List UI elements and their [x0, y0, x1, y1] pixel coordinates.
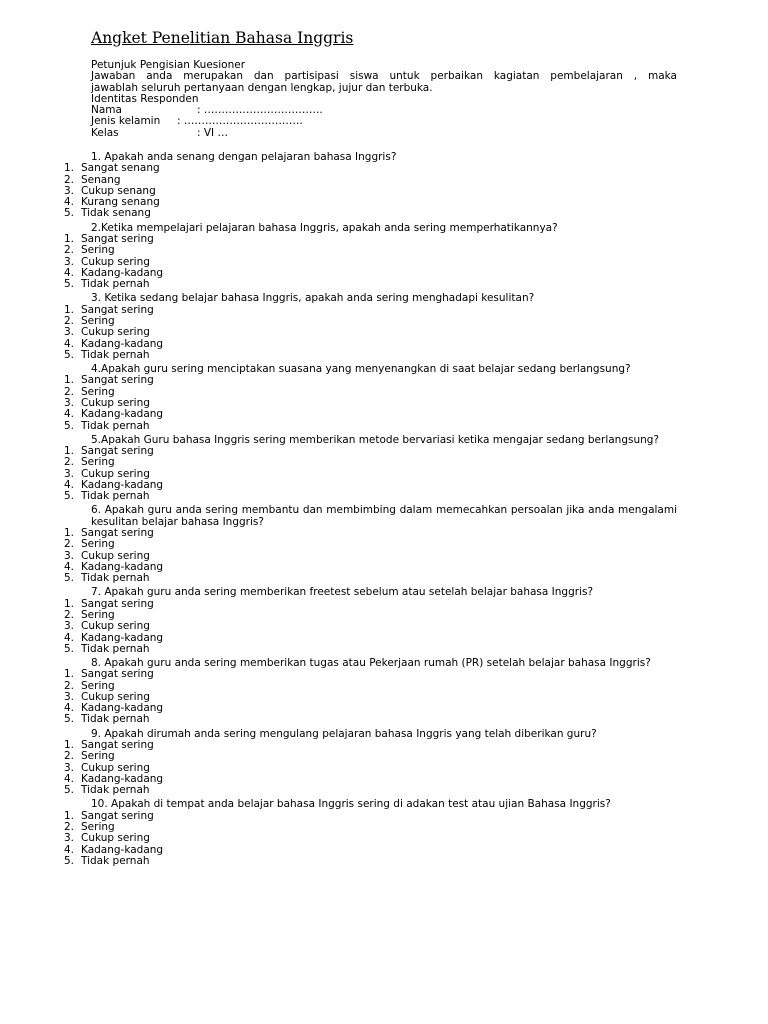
question-3	[0, 293, 768, 361]
option-number: 5.	[63, 642, 74, 655]
answer-option	[0, 644, 768, 655]
option-label: Sering	[81, 314, 115, 327]
option-number: 2.	[63, 385, 74, 398]
option-label: Sangat sering	[81, 374, 154, 387]
option-number: 1.	[63, 597, 74, 610]
option-number: 2.	[63, 750, 74, 763]
field-class	[91, 128, 677, 139]
answer-option	[0, 833, 768, 844]
option-number: 3.	[63, 832, 74, 845]
question-text: 6. Apakah guru anda sering membantu dan membimbing dalam memecahkan persoalan jika anda mengalami kesulitan belajar bahasa Inggris?	[91, 504, 677, 528]
option-number: 4.	[63, 408, 74, 421]
option-number: 2.	[63, 538, 74, 551]
option-label: Sangat sering	[81, 597, 154, 610]
field-gender-value: : …………………………….	[177, 115, 303, 128]
option-number: 5.	[63, 278, 74, 291]
option-number: 1.	[63, 738, 74, 751]
question-4	[0, 364, 768, 432]
option-number: 2.	[63, 314, 74, 327]
option-label: Cukup senang	[81, 184, 156, 197]
option-label: Sangat sering	[81, 444, 154, 457]
option-number: 3.	[63, 690, 74, 703]
question-9	[0, 729, 768, 797]
field-name-label: Nama	[91, 104, 122, 117]
option-label: Kadang-kadang	[81, 631, 164, 644]
option-label: Cukup sering	[81, 255, 150, 268]
question-text: 8. Apakah guru anda sering memberikan tugas atau Pekerjaan rumah (PR) setelah belajar bahasa Inggris?	[91, 657, 651, 669]
option-label: Tidak pernah	[81, 348, 150, 361]
option-number: 3.	[63, 326, 74, 339]
answer-option	[0, 491, 768, 502]
option-label: Tidak senang	[81, 207, 151, 220]
option-number: 4.	[63, 266, 74, 279]
option-number: 1.	[63, 444, 74, 457]
answer-option	[0, 785, 768, 796]
option-label: Sering	[81, 820, 115, 833]
option-number: 4.	[63, 196, 74, 209]
option-label: Kadang-kadang	[81, 843, 164, 856]
option-number: 5.	[63, 572, 74, 585]
option-number: 3.	[63, 549, 74, 562]
field-gender-label: Jenis kelamin	[91, 115, 161, 128]
option-number: 5.	[63, 713, 74, 726]
option-label: Kadang-kadang	[81, 702, 164, 715]
option-number: 2.	[63, 173, 74, 186]
option-label: Cukup sering	[81, 396, 150, 409]
option-label: Cukup sering	[81, 549, 150, 562]
answer-option	[0, 714, 768, 725]
answer-option	[0, 327, 768, 338]
answer-option	[0, 208, 768, 219]
option-label: Sangat sering	[81, 232, 154, 245]
option-number: 2.	[63, 244, 74, 257]
answer-option	[0, 305, 768, 316]
option-label: Kadang-kadang	[81, 478, 164, 491]
answer-option	[0, 528, 768, 539]
option-label: Cukup sering	[81, 761, 150, 774]
answer-option	[0, 350, 768, 361]
option-label: Tidak pernah	[81, 572, 150, 585]
option-number: 2.	[63, 679, 74, 692]
option-number: 3.	[63, 620, 74, 633]
option-label: Senang	[81, 173, 121, 186]
option-number: 4.	[63, 337, 74, 350]
field-class-label: Kelas	[91, 126, 119, 139]
option-number: 5.	[63, 854, 74, 867]
option-label: Sangat sering	[81, 738, 154, 751]
question-1	[0, 152, 768, 220]
option-label: Tidak pernah	[81, 854, 150, 867]
answer-option	[0, 421, 768, 432]
answer-option	[0, 856, 768, 867]
option-label: Sangat sering	[81, 526, 154, 539]
option-number: 1.	[63, 162, 74, 175]
option-label: Sering	[81, 538, 115, 551]
question-text: 5.Apakah Guru bahasa Inggris sering memberikan metode bervariasi ketika mengajar sedang berlangsung?	[91, 433, 660, 446]
option-number: 1.	[63, 303, 74, 316]
answer-option	[0, 457, 768, 468]
option-number: 1.	[63, 668, 74, 681]
option-number: 3.	[63, 761, 74, 774]
instructions-section	[91, 60, 677, 139]
answer-option	[0, 751, 768, 762]
option-number: 5.	[63, 207, 74, 220]
question-text: 2.Ketika mempelajari pelajaran bahasa Inggris, apakah anda sering memperhatikannya?	[91, 221, 558, 234]
option-label: Tidak pernah	[81, 642, 150, 655]
option-label: Kadang-kadang	[81, 266, 164, 279]
option-label: Cukup sering	[81, 832, 150, 845]
option-label: Sangat sering	[81, 668, 154, 681]
option-number: 4.	[63, 560, 74, 573]
answer-option	[0, 234, 768, 245]
instructions-line-1: Jawaban anda merupakan dan partisipasi siswa untuk perbaikan kagiatan pembelajaran , maka	[91, 70, 677, 83]
question-text: 4.Apakah guru sering menciptakan suasana yang menyenangkan di saat belajar sedang berlangsung?	[91, 363, 631, 376]
option-number: 4.	[63, 631, 74, 644]
option-number: 5.	[63, 490, 74, 503]
option-number: 3.	[63, 396, 74, 409]
option-label: Cukup sering	[81, 467, 150, 480]
questions-list	[0, 152, 768, 870]
question-5	[0, 435, 768, 503]
option-number: 2.	[63, 608, 74, 621]
option-number: 5.	[63, 348, 74, 361]
option-number: 5.	[63, 419, 74, 432]
option-number: 1.	[63, 232, 74, 245]
option-label: Tidak pernah	[81, 278, 150, 291]
answer-option	[0, 539, 768, 550]
document-title: Angket Penelitian Bahasa Inggris	[91, 29, 354, 47]
field-name-value: : …………………………….	[197, 104, 323, 117]
option-label: Sering	[81, 385, 115, 398]
answer-option	[0, 811, 768, 822]
question-10	[0, 799, 768, 867]
question-2	[0, 223, 768, 291]
answer-option	[0, 375, 768, 386]
option-label: Kadang-kadang	[81, 408, 164, 421]
option-number: 4.	[63, 702, 74, 715]
answer-option	[0, 669, 768, 680]
option-label: Cukup sering	[81, 690, 150, 703]
question-text: 1. Apakah anda senang dengan pelajaran bahasa Inggris?	[91, 151, 397, 163]
field-class-value: : VI …	[197, 126, 228, 139]
answer-option	[0, 599, 768, 610]
question-6	[0, 505, 768, 584]
option-number: 1.	[63, 809, 74, 822]
option-number: 1.	[63, 526, 74, 539]
option-label: Tidak pernah	[81, 490, 150, 503]
option-number: 3.	[63, 255, 74, 268]
option-label: Kadang-kadang	[81, 337, 164, 350]
option-label: Sangat senang	[81, 162, 160, 175]
option-number: 4.	[63, 478, 74, 491]
option-label: Sering	[81, 679, 115, 692]
option-label: Kadang-kadang	[81, 560, 164, 573]
question-text: 9. Apakah dirumah anda sering mengulang pelajaran bahasa Inggris yang telah diberikan guru?	[91, 727, 597, 740]
option-number: 1.	[63, 374, 74, 387]
option-label: Sangat sering	[81, 303, 154, 316]
option-label: Sangat sering	[81, 809, 154, 822]
question-8	[0, 658, 768, 726]
answer-option	[0, 279, 768, 290]
answer-option	[0, 573, 768, 584]
question-text: 3. Ketika sedang belajar bahasa Inggris, apakah anda sering menghadapi kesulitan?	[91, 292, 535, 305]
option-label: Sering	[81, 456, 115, 469]
option-label: Sering	[81, 244, 115, 257]
instructions-heading: Petunjuk Pengisian Kuesioner	[91, 59, 246, 71]
answer-option	[0, 740, 768, 751]
option-label: Kadang-kadang	[81, 772, 164, 785]
field-gender	[91, 116, 677, 127]
option-label: Tidak pernah	[81, 713, 150, 726]
option-label: Sering	[81, 608, 115, 621]
question-7	[0, 587, 768, 655]
answer-option	[0, 621, 768, 632]
option-label: Tidak pernah	[81, 419, 150, 432]
option-label: Cukup sering	[81, 620, 150, 633]
instructions-line-2: jawablah seluruh pertanyaan dengan lengkap, jujur dan terbuka.	[91, 81, 433, 94]
answer-option	[0, 245, 768, 256]
option-number: 2.	[63, 456, 74, 469]
question-text: 10. Apakah di tempat anda belajar bahasa Inggris sering di adakan test atau ujian Bahasa Inggris?	[91, 798, 611, 811]
respondent-identity-heading: Identitas Responden	[91, 92, 199, 105]
option-label: Cukup sering	[81, 326, 150, 339]
option-label: Sering	[81, 750, 115, 763]
option-number: 4.	[63, 843, 74, 856]
answer-option	[0, 409, 768, 420]
question-text: 7. Apakah guru anda sering memberikan freetest sebelum atau setelah belajar bahasa Inggris?	[91, 586, 594, 599]
option-label: Kurang senang	[81, 196, 160, 209]
answer-option	[0, 163, 768, 174]
answer-option	[0, 446, 768, 457]
option-number: 3.	[63, 184, 74, 197]
option-number: 5.	[63, 784, 74, 797]
option-label: Tidak pernah	[81, 784, 150, 797]
option-number: 2.	[63, 820, 74, 833]
option-number: 4.	[63, 772, 74, 785]
option-number: 3.	[63, 467, 74, 480]
